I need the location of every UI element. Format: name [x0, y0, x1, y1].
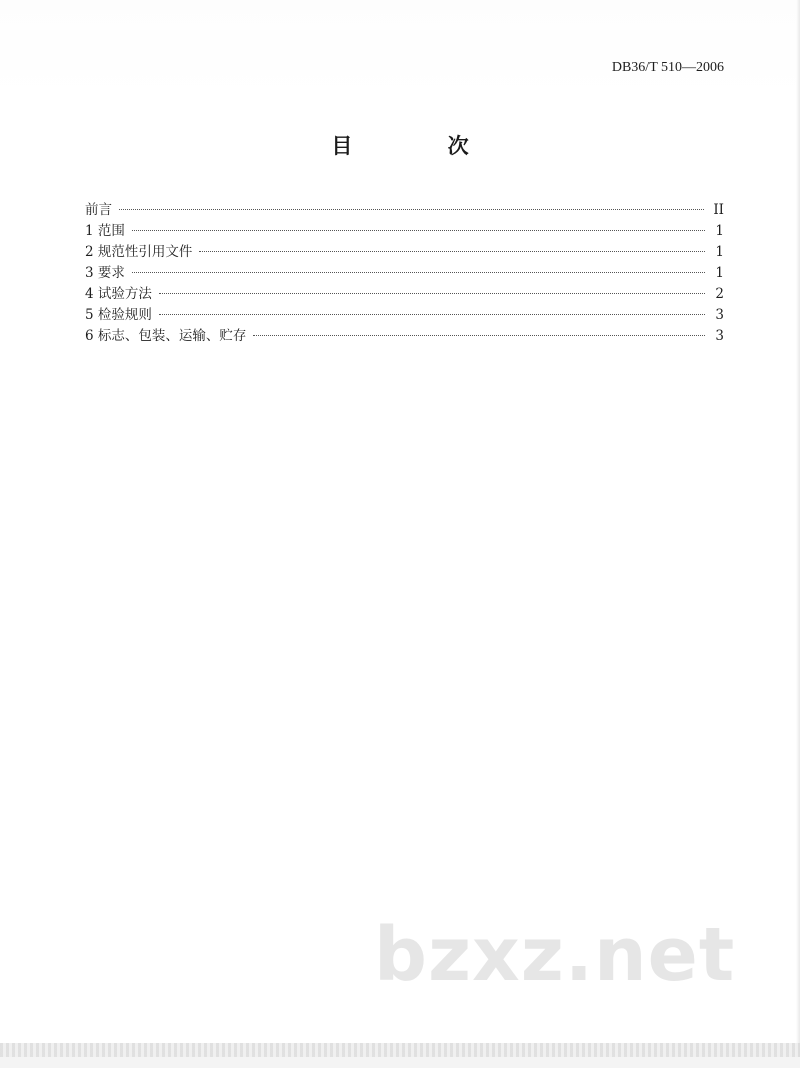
- toc-dot-leader: [119, 209, 704, 210]
- toc-dot-leader: [132, 272, 705, 273]
- toc-entry-inspection-rules[interactable]: [85, 305, 724, 326]
- toc-entry-page: 1: [715, 265, 724, 281]
- watermark-logo: bzxz.net: [374, 912, 736, 998]
- toc-entry-page: II: [713, 202, 724, 218]
- toc-entry-normative-references[interactable]: [85, 242, 724, 263]
- page-title: 目 次: [331, 134, 513, 158]
- toc-entry-marking-packaging[interactable]: [85, 326, 724, 347]
- page-bottom-edge: [0, 1043, 800, 1057]
- toc-entry-page: 3: [715, 328, 724, 344]
- page-top-band: [0, 0, 800, 100]
- toc-dot-leader: [159, 314, 705, 315]
- toc-dot-leader: [253, 335, 705, 336]
- toc-entry-page: 1: [715, 244, 724, 260]
- toc-entry-label: 1 范围: [85, 223, 125, 239]
- toc-entry-foreword[interactable]: [85, 200, 724, 221]
- toc-entry-label: 2 规范性引用文件: [85, 244, 193, 260]
- toc-entry-label: 4 试验方法: [85, 286, 152, 302]
- toc-entry-scope[interactable]: [85, 221, 724, 242]
- toc-dot-leader: [159, 293, 705, 294]
- toc-entry-label: 前言: [85, 202, 112, 218]
- toc-entry-page: 3: [715, 307, 724, 323]
- toc-entry-page: 1: [715, 223, 724, 239]
- toc-entry-label: 5 检验规则: [85, 307, 152, 323]
- page-right-edge: [796, 0, 800, 1068]
- toc-entry-test-methods[interactable]: [85, 284, 724, 305]
- page-bottom-fill: [0, 1057, 800, 1068]
- toc-entry-label: 6 标志、包装、运输、贮存: [85, 328, 247, 344]
- toc-entry-page: 2: [715, 286, 724, 302]
- toc-entry-requirements[interactable]: [85, 263, 724, 284]
- toc-entry-label: 3 要求: [85, 265, 125, 281]
- document-code: DB36/T 510—2006: [611, 60, 724, 75]
- table-of-contents: [85, 200, 724, 347]
- toc-dot-leader: [132, 230, 705, 231]
- toc-dot-leader: [199, 251, 705, 252]
